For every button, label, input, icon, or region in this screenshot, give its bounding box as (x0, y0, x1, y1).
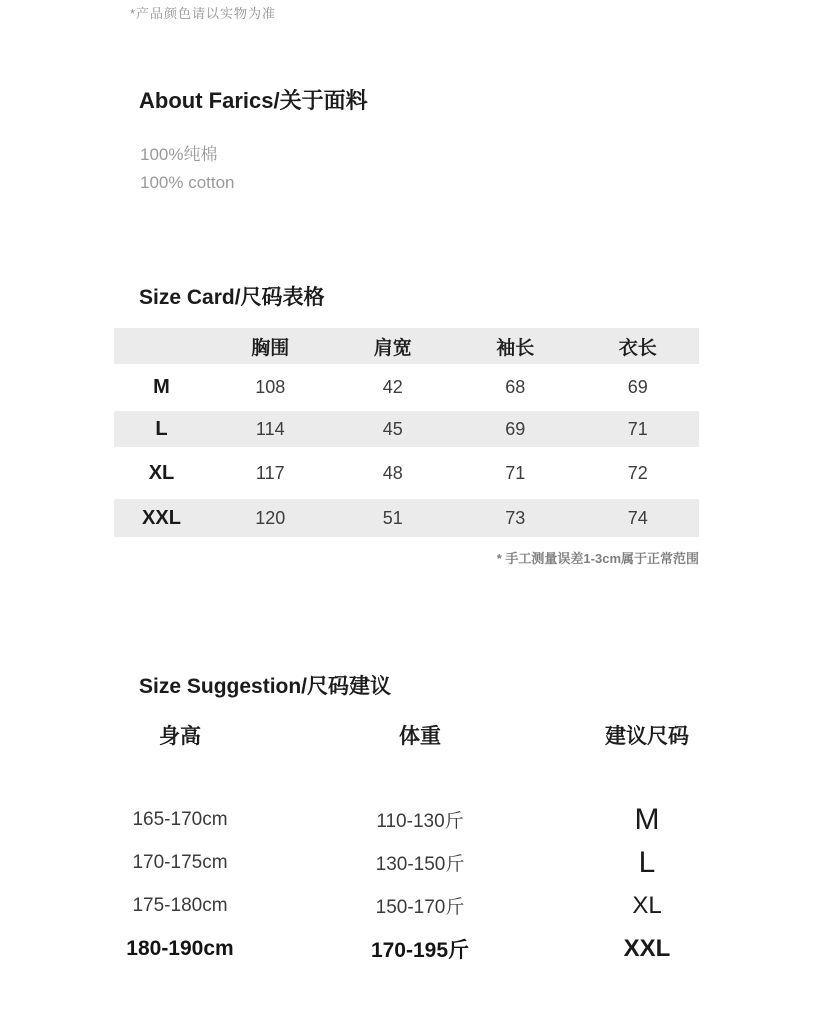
size-table-header-shoulder: 肩宽 (373, 337, 412, 359)
size-card-title: Size Card/尺码表格 (139, 286, 325, 309)
table-row (114, 411, 699, 447)
height-range: 175-180cm (132, 894, 228, 916)
list-item (114, 798, 700, 841)
table-row (114, 499, 699, 537)
size-label: L (155, 417, 168, 440)
weight-range: 110-130斤 (376, 811, 464, 832)
size-table-body (114, 364, 699, 537)
height-range: 165-170cm (132, 808, 228, 830)
list-item (114, 927, 700, 970)
fabric-section-title: About Farics/关于面料 (139, 88, 368, 113)
height-range: 180-190cm (126, 936, 234, 960)
chest-value: 114 (255, 418, 285, 439)
shoulder-value: 45 (382, 418, 403, 439)
suggested-size: XXL (623, 934, 671, 962)
list-item (114, 884, 700, 927)
suggestion-header-weight: 体重 (399, 725, 441, 748)
size-card-table (114, 328, 699, 537)
sleeve-value: 71 (505, 462, 526, 483)
list-item (114, 841, 700, 884)
chest-value: 120 (255, 507, 286, 528)
size-table-header-length: 衣长 (618, 337, 657, 359)
shoulder-value: 48 (382, 462, 403, 483)
shoulder-value: 42 (382, 377, 403, 397)
weight-range: 130-150斤 (375, 854, 465, 875)
weight-range: 150-170斤 (375, 897, 465, 918)
table-row (114, 447, 699, 499)
fabric-line-en: 100% cotton (140, 173, 235, 192)
height-range: 170-175cm (132, 851, 228, 873)
chest-value: 117 (255, 462, 285, 483)
size-label: XXL (142, 506, 181, 529)
size-label: XL (148, 461, 175, 484)
length-value: 72 (627, 462, 648, 483)
length-value: 71 (627, 418, 648, 439)
suggestion-header-row (114, 720, 700, 750)
suggestion-table-body (114, 798, 700, 970)
sleeve-value: 68 (505, 377, 526, 397)
sleeve-value: 69 (505, 418, 526, 439)
suggestion-header-height: 身高 (159, 725, 201, 748)
color-disclaimer-note: *产品颜色请以实物为准 (130, 6, 277, 21)
size-label: M (153, 376, 170, 398)
weight-range: 170-195斤 (370, 938, 470, 962)
size-table-header-row (114, 328, 699, 364)
suggested-size: L (638, 845, 656, 879)
shoulder-value: 51 (382, 507, 403, 528)
sleeve-value: 73 (505, 507, 526, 528)
size-table-header-sleeve: 袖长 (496, 337, 535, 359)
suggested-size: XL (632, 891, 662, 919)
fabric-line-cn: 100%纯棉 (140, 145, 218, 164)
length-value: 69 (627, 377, 648, 397)
size-table-header-chest: 胸围 (251, 337, 290, 359)
length-value: 74 (627, 507, 648, 528)
size-suggestion-title: Size Suggestion/尺码建议 (139, 675, 392, 698)
suggested-size: M (634, 802, 660, 836)
measurement-tolerance-note: * 手工测量误差1-3cm属于正常范围 (496, 551, 699, 566)
suggestion-header-size: 建议尺码 (605, 725, 689, 748)
table-row (114, 364, 699, 411)
fabric-description (140, 141, 235, 197)
chest-value: 108 (255, 377, 286, 397)
